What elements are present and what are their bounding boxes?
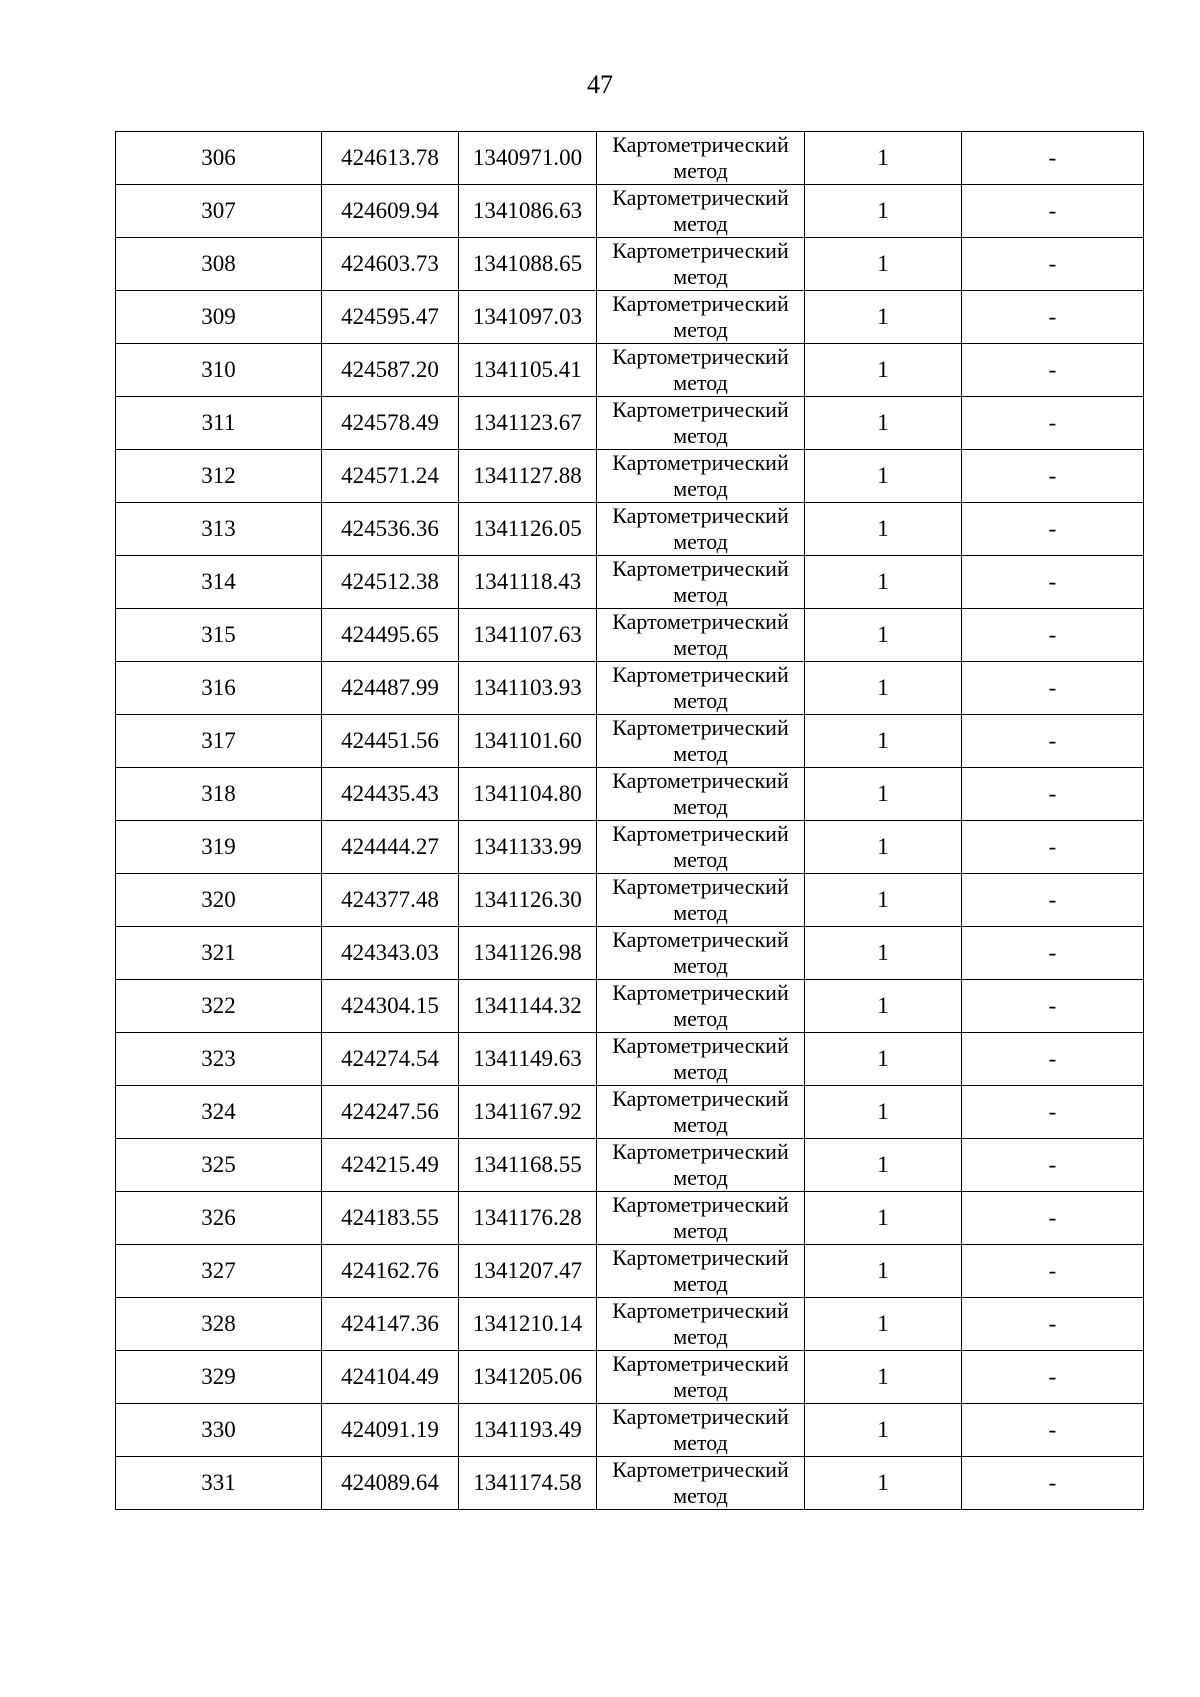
note-cell: - — [962, 662, 1144, 715]
method-label-line1: Картометрический — [612, 1298, 789, 1323]
method-label-line2: метод — [673, 847, 728, 872]
accuracy-cell: 1 — [805, 768, 962, 821]
method-label-line1: Картометрический — [612, 821, 789, 846]
y-coordinate-cell: 1341118.43 — [459, 556, 597, 609]
table-row — [116, 344, 1144, 397]
point-number-cell: 325 — [116, 1139, 322, 1192]
accuracy-cell: 1 — [805, 450, 962, 503]
method-cell — [597, 821, 805, 874]
point-number-cell: 329 — [116, 1351, 322, 1404]
method-label-line1: Картометрический — [612, 715, 789, 740]
method-cell — [597, 344, 805, 397]
note-cell: - — [962, 1457, 1144, 1510]
method-cell — [597, 291, 805, 344]
x-coordinate-cell: 424147.36 — [322, 1298, 459, 1351]
accuracy-cell: 1 — [805, 132, 962, 185]
y-coordinate-cell: 1341123.67 — [459, 397, 597, 450]
method-label-line1: Картометрический — [612, 1192, 789, 1217]
method-label-line1: Картометрический — [612, 238, 789, 263]
method-label-line1: Картометрический — [612, 1404, 789, 1429]
y-coordinate-cell: 1341103.93 — [459, 662, 597, 715]
method-label-line2: метод — [673, 317, 728, 342]
note-cell: - — [962, 715, 1144, 768]
table-row — [116, 1086, 1144, 1139]
note-cell: - — [962, 556, 1144, 609]
table-row — [116, 768, 1144, 821]
table-row — [116, 238, 1144, 291]
table-row — [116, 1192, 1144, 1245]
method-label-line1: Картометрический — [612, 1033, 789, 1058]
point-number-cell: 326 — [116, 1192, 322, 1245]
method-label-line2: метод — [673, 953, 728, 978]
note-cell: - — [962, 874, 1144, 927]
point-number-cell: 308 — [116, 238, 322, 291]
y-coordinate-cell: 1341101.60 — [459, 715, 597, 768]
method-label-line2: метод — [673, 1324, 728, 1349]
y-coordinate-cell: 1341144.32 — [459, 980, 597, 1033]
method-label-line2: метод — [673, 211, 728, 236]
note-cell: - — [962, 238, 1144, 291]
note-cell: - — [962, 503, 1144, 556]
method-cell — [597, 1457, 805, 1510]
accuracy-cell: 1 — [805, 238, 962, 291]
note-cell: - — [962, 185, 1144, 238]
point-number-cell: 328 — [116, 1298, 322, 1351]
point-number-cell: 313 — [116, 503, 322, 556]
x-coordinate-cell: 424444.27 — [322, 821, 459, 874]
point-number-cell: 322 — [116, 980, 322, 1033]
accuracy-cell: 1 — [805, 715, 962, 768]
point-number-cell: 310 — [116, 344, 322, 397]
x-coordinate-cell: 424603.73 — [322, 238, 459, 291]
note-cell: - — [962, 980, 1144, 1033]
accuracy-cell: 1 — [805, 662, 962, 715]
accuracy-cell: 1 — [805, 927, 962, 980]
method-cell — [597, 980, 805, 1033]
note-cell: - — [962, 344, 1144, 397]
note-cell: - — [962, 397, 1144, 450]
table-row — [116, 1457, 1144, 1510]
x-coordinate-cell: 424451.56 — [322, 715, 459, 768]
y-coordinate-cell: 1341127.88 — [459, 450, 597, 503]
method-cell — [597, 1139, 805, 1192]
accuracy-cell: 1 — [805, 874, 962, 927]
y-coordinate-cell: 1341126.30 — [459, 874, 597, 927]
method-label-line2: метод — [673, 423, 728, 448]
y-coordinate-cell: 1341086.63 — [459, 185, 597, 238]
method-label-line2: метод — [673, 1430, 728, 1455]
point-number-cell: 315 — [116, 609, 322, 662]
note-cell: - — [962, 1139, 1144, 1192]
point-number-cell: 327 — [116, 1245, 322, 1298]
x-coordinate-cell: 424587.20 — [322, 344, 459, 397]
method-label-line2: метод — [673, 264, 728, 289]
method-label-line1: Картометрический — [612, 450, 789, 475]
method-label-line1: Картометрический — [612, 344, 789, 369]
accuracy-cell: 1 — [805, 609, 962, 662]
x-coordinate-cell: 424435.43 — [322, 768, 459, 821]
x-coordinate-cell: 424247.56 — [322, 1086, 459, 1139]
table-row — [116, 609, 1144, 662]
point-number-cell: 318 — [116, 768, 322, 821]
method-label-line1: Картометрический — [612, 927, 789, 952]
method-label-line1: Картометрический — [612, 1245, 789, 1270]
x-coordinate-cell: 424091.19 — [322, 1404, 459, 1457]
accuracy-cell: 1 — [805, 1351, 962, 1404]
method-cell — [597, 1351, 805, 1404]
note-cell: - — [962, 450, 1144, 503]
accuracy-cell: 1 — [805, 503, 962, 556]
method-label-line1: Картометрический — [612, 132, 789, 157]
method-label-line2: метод — [673, 1112, 728, 1137]
accuracy-cell: 1 — [805, 1086, 962, 1139]
method-label-line2: метод — [673, 1006, 728, 1031]
y-coordinate-cell: 1341133.99 — [459, 821, 597, 874]
note-cell: - — [962, 1404, 1144, 1457]
method-label-line1: Картометрический — [612, 609, 789, 634]
point-number-cell: 321 — [116, 927, 322, 980]
note-cell: - — [962, 1245, 1144, 1298]
y-coordinate-cell: 1341107.63 — [459, 609, 597, 662]
method-cell — [597, 397, 805, 450]
y-coordinate-cell: 1341167.92 — [459, 1086, 597, 1139]
y-coordinate-cell: 1341088.65 — [459, 238, 597, 291]
method-label-line2: метод — [673, 1271, 728, 1296]
x-coordinate-cell: 424274.54 — [322, 1033, 459, 1086]
method-cell — [597, 450, 805, 503]
method-label-line1: Картометрический — [612, 397, 789, 422]
table-row — [116, 1033, 1144, 1086]
method-label-line2: метод — [673, 370, 728, 395]
table-row — [116, 1298, 1144, 1351]
point-number-cell: 312 — [116, 450, 322, 503]
x-coordinate-cell: 424487.99 — [322, 662, 459, 715]
x-coordinate-cell: 424162.76 — [322, 1245, 459, 1298]
method-label-line1: Картометрический — [612, 662, 789, 687]
method-cell — [597, 715, 805, 768]
note-cell: - — [962, 132, 1144, 185]
method-label-line2: метод — [673, 158, 728, 183]
accuracy-cell: 1 — [805, 1245, 962, 1298]
method-cell — [597, 609, 805, 662]
note-cell: - — [962, 1351, 1144, 1404]
y-coordinate-cell: 1341207.47 — [459, 1245, 597, 1298]
method-cell — [597, 927, 805, 980]
point-number-cell: 307 — [116, 185, 322, 238]
x-coordinate-cell: 424089.64 — [322, 1457, 459, 1510]
coordinates-table — [115, 131, 1144, 1510]
method-label-line1: Картометрический — [612, 1086, 789, 1111]
table-row — [116, 185, 1144, 238]
x-coordinate-cell: 424578.49 — [322, 397, 459, 450]
method-label-line1: Картометрический — [612, 1351, 789, 1376]
point-number-cell: 330 — [116, 1404, 322, 1457]
method-cell — [597, 1298, 805, 1351]
method-label-line1: Картометрический — [612, 768, 789, 793]
accuracy-cell: 1 — [805, 1139, 962, 1192]
method-label-line2: метод — [673, 1165, 728, 1190]
method-label-line2: метод — [673, 1483, 728, 1508]
x-coordinate-cell: 424512.38 — [322, 556, 459, 609]
method-cell — [597, 503, 805, 556]
table-row — [116, 1139, 1144, 1192]
note-cell: - — [962, 1033, 1144, 1086]
table-row — [116, 1404, 1144, 1457]
accuracy-cell: 1 — [805, 556, 962, 609]
x-coordinate-cell: 424609.94 — [322, 185, 459, 238]
table-row — [116, 1245, 1144, 1298]
x-coordinate-cell: 424377.48 — [322, 874, 459, 927]
note-cell: - — [962, 1086, 1144, 1139]
method-label-line1: Картометрический — [612, 1139, 789, 1164]
table-row — [116, 1351, 1144, 1404]
method-cell — [597, 768, 805, 821]
y-coordinate-cell: 1341097.03 — [459, 291, 597, 344]
x-coordinate-cell: 424595.47 — [322, 291, 459, 344]
method-label-line2: метод — [673, 741, 728, 766]
point-number-cell: 311 — [116, 397, 322, 450]
point-number-cell: 314 — [116, 556, 322, 609]
accuracy-cell: 1 — [805, 1457, 962, 1510]
note-cell: - — [962, 927, 1144, 980]
method-cell — [597, 132, 805, 185]
table-row — [116, 927, 1144, 980]
accuracy-cell: 1 — [805, 291, 962, 344]
table-row — [116, 662, 1144, 715]
accuracy-cell: 1 — [805, 344, 962, 397]
method-label-line1: Картометрический — [612, 556, 789, 581]
point-number-cell: 324 — [116, 1086, 322, 1139]
method-cell — [597, 1086, 805, 1139]
method-label-line2: метод — [673, 900, 728, 925]
accuracy-cell: 1 — [805, 1192, 962, 1245]
method-label-line2: метод — [673, 1218, 728, 1243]
x-coordinate-cell: 424613.78 — [322, 132, 459, 185]
method-cell — [597, 238, 805, 291]
point-number-cell: 316 — [116, 662, 322, 715]
y-coordinate-cell: 1341174.58 — [459, 1457, 597, 1510]
point-number-cell: 306 — [116, 132, 322, 185]
table-row — [116, 397, 1144, 450]
method-label-line1: Картометрический — [612, 980, 789, 1005]
table-row — [116, 874, 1144, 927]
x-coordinate-cell: 424304.15 — [322, 980, 459, 1033]
note-cell: - — [962, 821, 1144, 874]
accuracy-cell: 1 — [805, 980, 962, 1033]
point-number-cell: 317 — [116, 715, 322, 768]
method-label-line2: метод — [673, 1377, 728, 1402]
accuracy-cell: 1 — [805, 1404, 962, 1457]
note-cell: - — [962, 768, 1144, 821]
note-cell: - — [962, 1298, 1144, 1351]
method-label-line2: метод — [673, 688, 728, 713]
method-cell — [597, 1192, 805, 1245]
table-row — [116, 821, 1144, 874]
accuracy-cell: 1 — [805, 1298, 962, 1351]
y-coordinate-cell: 1341126.05 — [459, 503, 597, 556]
method-cell — [597, 556, 805, 609]
note-cell: - — [962, 291, 1144, 344]
method-label-line1: Картометрический — [612, 874, 789, 899]
table-row — [116, 132, 1144, 185]
table-row — [116, 556, 1144, 609]
y-coordinate-cell: 1341104.80 — [459, 768, 597, 821]
table-row — [116, 291, 1144, 344]
y-coordinate-cell: 1341105.41 — [459, 344, 597, 397]
accuracy-cell: 1 — [805, 185, 962, 238]
note-cell: - — [962, 1192, 1144, 1245]
table-row — [116, 715, 1144, 768]
method-label-line2: метод — [673, 582, 728, 607]
y-coordinate-cell: 1341168.55 — [459, 1139, 597, 1192]
x-coordinate-cell: 424495.65 — [322, 609, 459, 662]
method-label-line1: Картометрический — [612, 503, 789, 528]
table-row — [116, 450, 1144, 503]
method-label-line2: метод — [673, 794, 728, 819]
method-label-line2: метод — [673, 635, 728, 660]
method-label-line1: Картометрический — [612, 1457, 789, 1482]
x-coordinate-cell: 424571.24 — [322, 450, 459, 503]
y-coordinate-cell: 1340971.00 — [459, 132, 597, 185]
table-row — [116, 980, 1144, 1033]
y-coordinate-cell: 1341205.06 — [459, 1351, 597, 1404]
y-coordinate-cell: 1341126.98 — [459, 927, 597, 980]
method-label-line1: Картометрический — [612, 291, 789, 316]
point-number-cell: 323 — [116, 1033, 322, 1086]
method-label-line2: метод — [673, 529, 728, 554]
y-coordinate-cell: 1341210.14 — [459, 1298, 597, 1351]
page-number: 47 — [587, 70, 613, 99]
method-cell — [597, 1033, 805, 1086]
method-cell — [597, 1245, 805, 1298]
method-cell — [597, 662, 805, 715]
x-coordinate-cell: 424536.36 — [322, 503, 459, 556]
y-coordinate-cell: 1341193.49 — [459, 1404, 597, 1457]
point-number-cell: 331 — [116, 1457, 322, 1510]
accuracy-cell: 1 — [805, 1033, 962, 1086]
method-label-line1: Картометрический — [612, 185, 789, 210]
x-coordinate-cell: 424343.03 — [322, 927, 459, 980]
method-cell — [597, 874, 805, 927]
x-coordinate-cell: 424183.55 — [322, 1192, 459, 1245]
table-body — [116, 132, 1144, 1510]
point-number-cell: 320 — [116, 874, 322, 927]
point-number-cell: 319 — [116, 821, 322, 874]
method-label-line2: метод — [673, 476, 728, 501]
method-label-line2: метод — [673, 1059, 728, 1084]
table-row — [116, 503, 1144, 556]
method-cell — [597, 1404, 805, 1457]
note-cell: - — [962, 609, 1144, 662]
accuracy-cell: 1 — [805, 397, 962, 450]
x-coordinate-cell: 424215.49 — [322, 1139, 459, 1192]
method-cell — [597, 185, 805, 238]
x-coordinate-cell: 424104.49 — [322, 1351, 459, 1404]
point-number-cell: 309 — [116, 291, 322, 344]
y-coordinate-cell: 1341176.28 — [459, 1192, 597, 1245]
y-coordinate-cell: 1341149.63 — [459, 1033, 597, 1086]
accuracy-cell: 1 — [805, 821, 962, 874]
